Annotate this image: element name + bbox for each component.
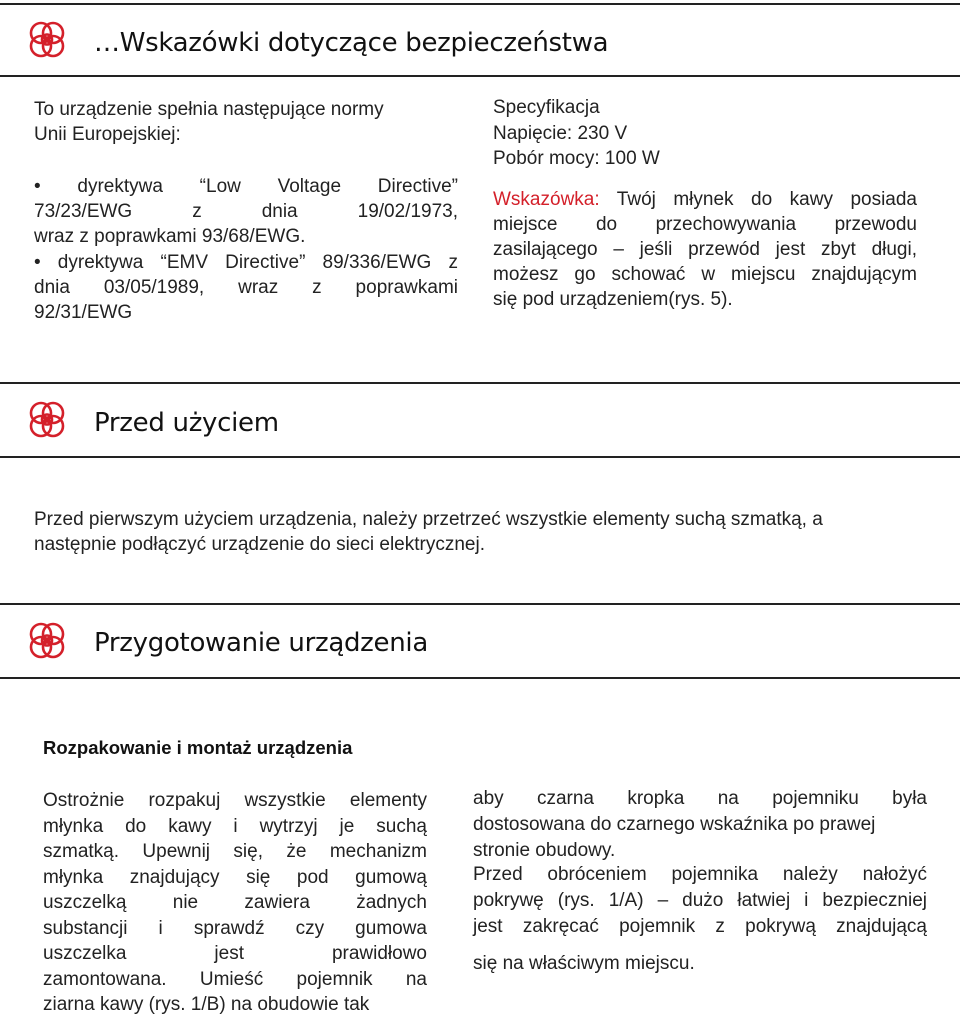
bullet2-line2: dnia 03/05/1989, wraz z poprawkami	[34, 277, 458, 298]
left-line: młynka znajdujący się pod gumową	[43, 866, 427, 888]
spec-heading: Specyfikacja	[493, 97, 600, 118]
spec-voltage: Napięcie: 230 V	[493, 123, 628, 144]
norms-intro-line2: Unii Europejskiej:	[34, 124, 181, 145]
left-line: młynka do kawy i wytrzyj je suchą	[43, 815, 427, 837]
right-line: dostosowana do czarnego wskaźnika po prawej	[473, 814, 876, 835]
rings-logo-icon	[24, 18, 70, 64]
tip-line5: się pod urządzeniem(rys. 5).	[493, 289, 733, 310]
section-title-before-use: Przed użyciem	[94, 408, 279, 438]
left-line: substancji i sprawdź czy gumowa	[43, 917, 427, 939]
bullet1-line3: wraz z poprawkami 93/68/EWG.	[34, 226, 306, 247]
spec-power: Pobór mocy: 100 W	[493, 148, 660, 169]
section-title-preparation: Przygotowanie urządzenia	[94, 628, 428, 658]
left-line: uszczelką nie zawiera żadnych	[43, 892, 427, 913]
bullet1-line1: • dyrektywa “Low Voltage Directive”	[34, 176, 458, 197]
left-line: zamontowana. Umieść pojemnik na	[43, 968, 427, 990]
before-use-line1: Przed pierwszym użyciem urządzenia, należy przetrzeć wszystkie elementy suchą szmatką, a	[34, 509, 823, 530]
tip-line4: możesz go schować w miejscu znajdującym	[493, 264, 917, 285]
bullet2-line3: 92/31/EWG	[34, 302, 133, 323]
left-line: Ostrożnie rozpakuj wszystkie elementy	[43, 790, 427, 811]
rings-logo-icon	[24, 398, 70, 444]
unpacking-subheading: Rozpakowanie i montaż urządzenia	[43, 737, 353, 758]
tip-line1: Wskazówka: Twój młynek do kawy posiada	[493, 189, 917, 210]
before-use-line2: następnie podłączyć urządzenie do sieci elektrycznej.	[34, 534, 485, 555]
bullet2-line1: • dyrektywa “EMV Directive” 89/336/EWG z	[34, 252, 458, 273]
left-line: ziarna kawy (rys. 1/B) na obudowie tak	[43, 994, 370, 1015]
right-line: pokrywę (rys. 1/A) – dużo łatwiej i bezpieczniej	[473, 890, 927, 911]
left-line: uszczelka jest prawidłowo	[43, 943, 427, 964]
left-line: szmatką. Upewnij się, że mechanizm	[43, 841, 427, 862]
tip-label: Wskazówka:	[493, 189, 600, 210]
right-line: się na właściwym miejscu.	[473, 953, 695, 974]
right-line: jest zakręcać pojemnik z pokrywą znajdującą	[473, 916, 927, 937]
right-line: aby czarna kropka na pojemniku była	[473, 788, 927, 809]
tip-line3: zasilającego – jeśli przewód jest zbyt długi,	[493, 239, 917, 260]
rings-logo-icon	[24, 619, 70, 665]
tip-line2: miejsce do przechowywania przewodu	[493, 214, 917, 235]
section-title-safety: …Wskazówki dotyczące bezpieczeństwa	[94, 28, 609, 58]
bullet1-line2: 73/23/EWG z dnia 19/02/1973,	[34, 201, 458, 222]
norms-intro-line1: To urządzenie spełnia następujące normy	[34, 99, 384, 120]
right-line: stronie obudowy.	[473, 840, 616, 861]
right-line: Przed obróceniem pojemnika należy nałożyć	[473, 864, 927, 885]
